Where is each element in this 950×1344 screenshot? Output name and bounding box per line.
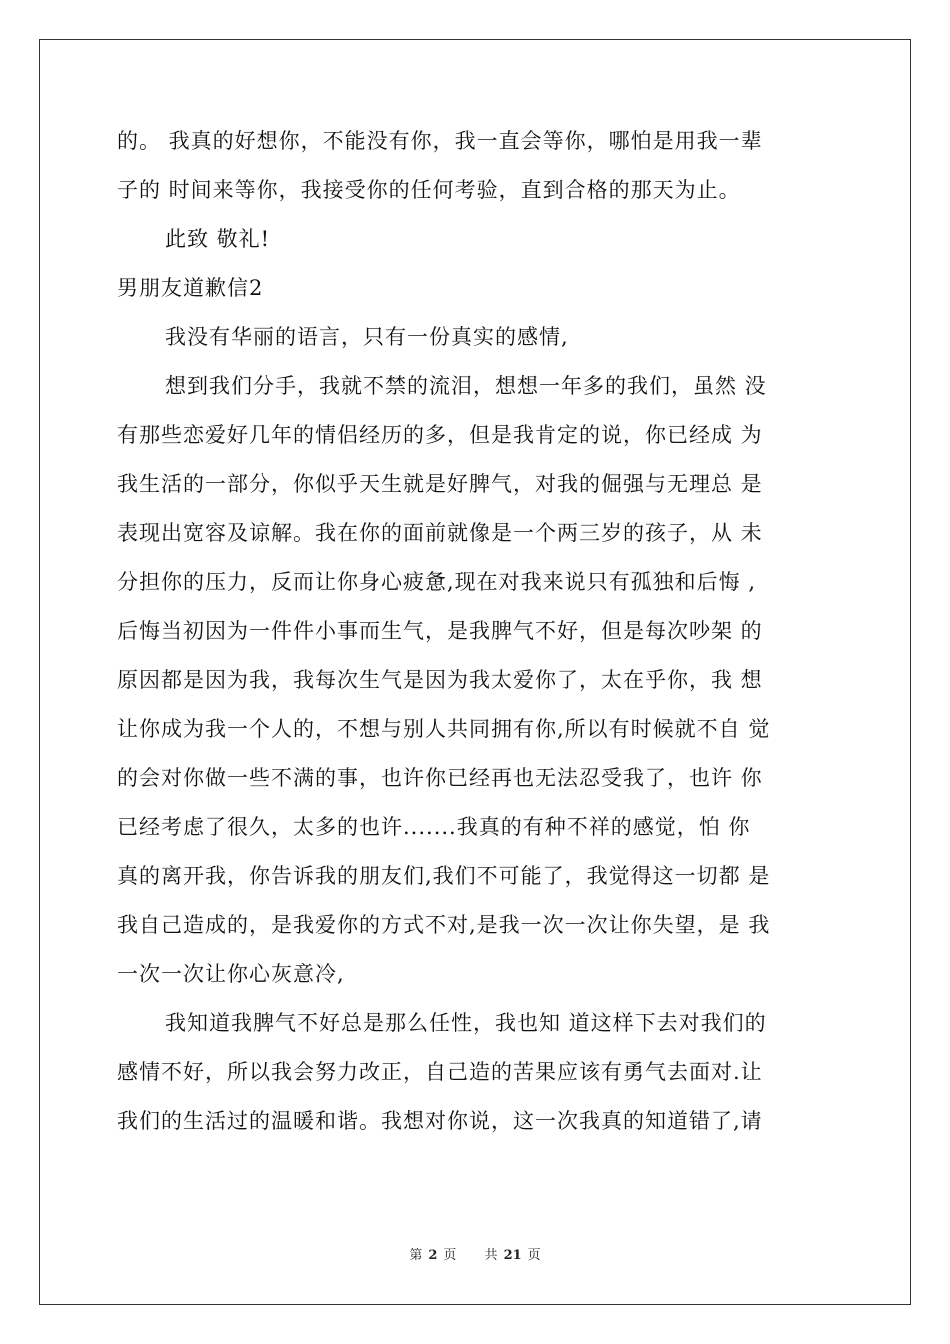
text-line: 我自己造成的，是我爱你的方式不对,是我一次一次让你失望，是 我 [117, 913, 771, 937]
text-line: 已经考虑了很久，太多的也许.......我真的有种不祥的感觉，怕 你 [117, 815, 751, 839]
text-line: 分担你的压力，反而让你身心疲惫,现在对我来说只有孤独和后悔 , [117, 570, 757, 594]
text-line: 我知道我脾气不好总是那么任性，我也知 道这样下去对我们的 [165, 1011, 767, 1035]
text-line: 我们的生活过的温暖和谐。我想对你说，这一次我真的知道错了,请 [117, 1109, 763, 1133]
text-line: 表现出宽容及谅解。我在你的面前就像是一个两三岁的孩子，从 未 [117, 521, 763, 545]
text-line: 有那些恋爱好几年的情侣经历的多，但是我肯定的说，你已经成 为 [117, 423, 763, 447]
closing-line: 此致 敬礼! [165, 227, 271, 251]
text-line: 原因都是因为我，我每次生气是因为我太爱你了，太在乎你，我 想 [117, 668, 763, 692]
page-footer [0, 1244, 950, 1263]
text-line: 让你成为我一个人的，不想与别人共同拥有你,所以有时候就不自 觉 [117, 717, 771, 741]
text-line: 的。 我真的好想你，不能没有你，我一直会等你，哪怕是用我一辈 [117, 129, 763, 153]
text-line: 真的离开我，你告诉我的朋友们,我们不可能了，我觉得这一切都 是 [117, 864, 771, 888]
section-heading: 男朋友道歉信2 [117, 276, 264, 300]
total-pages-indicator: 共 21 页 [484, 1248, 541, 1263]
text-line: 我没有华丽的语言，只有一份真实的感情, [165, 325, 569, 349]
text-line: 后悔当初因为一件件小事而生气，是我脾气不好，但是每次吵架 的 [117, 619, 763, 643]
text-line: 子的 时间来等你，我接受你的任何考验，直到合格的那天为止。 [117, 178, 741, 202]
text-line: 一次一次让你心灰意冷, [117, 962, 345, 986]
text-line: 的会对你做一些不满的事，也许你已经再也无法忍受我了，也许 你 [117, 766, 763, 790]
text-line: 我生活的一部分，你似乎天生就是好脾气，对我的倔强与无理总 是 [117, 472, 763, 496]
text-line: 想到我们分手，我就不禁的流泪，想想一年多的我们，虽然 没 [165, 374, 767, 398]
text-line: 感情不好，所以我会努力改正，自己造的苦果应该有勇气去面对.让 [117, 1060, 763, 1084]
page-indicator: 第 2 页 [409, 1248, 457, 1263]
